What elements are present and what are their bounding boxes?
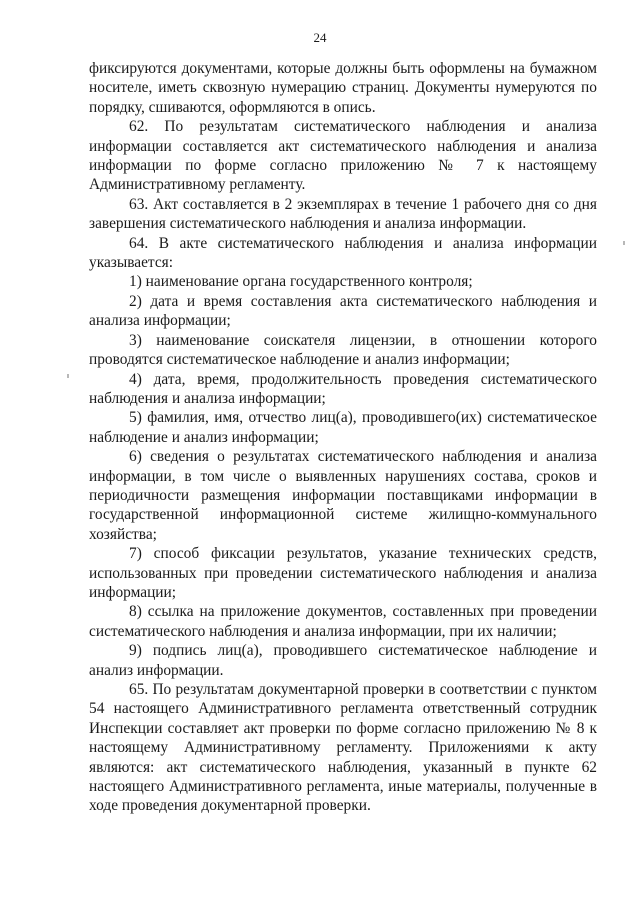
list-item-6: 6) сведения о результатах систематического наблюдения и анализа информации, в том числе о выявленных нарушениях состава, сроков и периодичности размещения информации поставщиками информации в государственной информационной системе жилищно-коммунального хозяйства; (89, 448, 597, 543)
list-item-2: 2) дата и время составления акта систематического наблюдения и анализа информации; (89, 292, 597, 330)
list-item-8: 8) ссылка на приложение документов, составленных при проведении систематического наблюдения и анализа информации, при их наличии; (89, 603, 597, 640)
list-item-7: 7) способ фиксации результатов, указание технических средств, использованных при проведении систематического наблюдения и анализа информации; (89, 545, 597, 601)
paragraph-63: 63. Акт составляется в 2 экземплярах в течение 1 рабочего дня со дня завершения систематического наблюдения и анализа информации. (89, 195, 597, 233)
paragraph-64: 64. В акте систематического наблюдения и анализа информации указывается: (89, 234, 597, 272)
list-item-3: 3) наименование соискателя лицензии, в отношении которого проводятся систематическое наблюдение и анализ информации; (89, 331, 597, 369)
document-body (89, 59, 597, 816)
scan-speck (623, 241, 625, 245)
page-number: 24 (313, 30, 327, 45)
list-item-1: 1) наименование органа государственного контроля; (129, 273, 473, 291)
scan-speck (67, 374, 69, 378)
list-item-9: 9) подпись лиц(а), проводившего систематическое наблюдение и анализ информации. (89, 642, 597, 679)
list-item-5: 5) фамилия, имя, отчество лиц(а), проводившего(их) систематическое наблюдение и анализ информации; (89, 409, 597, 446)
list-item-4: 4) дата, время, продолжительность проведения систематического наблюдения и анализа информации; (89, 370, 597, 407)
paragraph-65: 65. По результатам документарной проверки в соответствии с пунктом 54 настоящего Административного регламента ответственный сотрудник Инспекции составляет акт проверки по форме согласно приложению № 8 к настоящему Административному регламенту. Приложениями к акту являются: акт систематического наблюдения, указанный в пункте 62 настоящего Административного регламента, иные материалы, полученные в ходе проведения документарной проверки. (89, 681, 597, 815)
paragraph-62: 62. По результатам систематического наблюдения и анализа информации составляется акт систематического наблюдения и анализа информации по форме согласно приложению № 7 к настоящему Административному регламенту. (89, 118, 597, 194)
paragraph-continuation: фиксируются документами, которые должны быть оформлены на бумажном носителе, иметь сквозную нумерацию страниц. Документы нумеруются по порядку, сшиваются, оформляются в опись. (89, 60, 597, 116)
